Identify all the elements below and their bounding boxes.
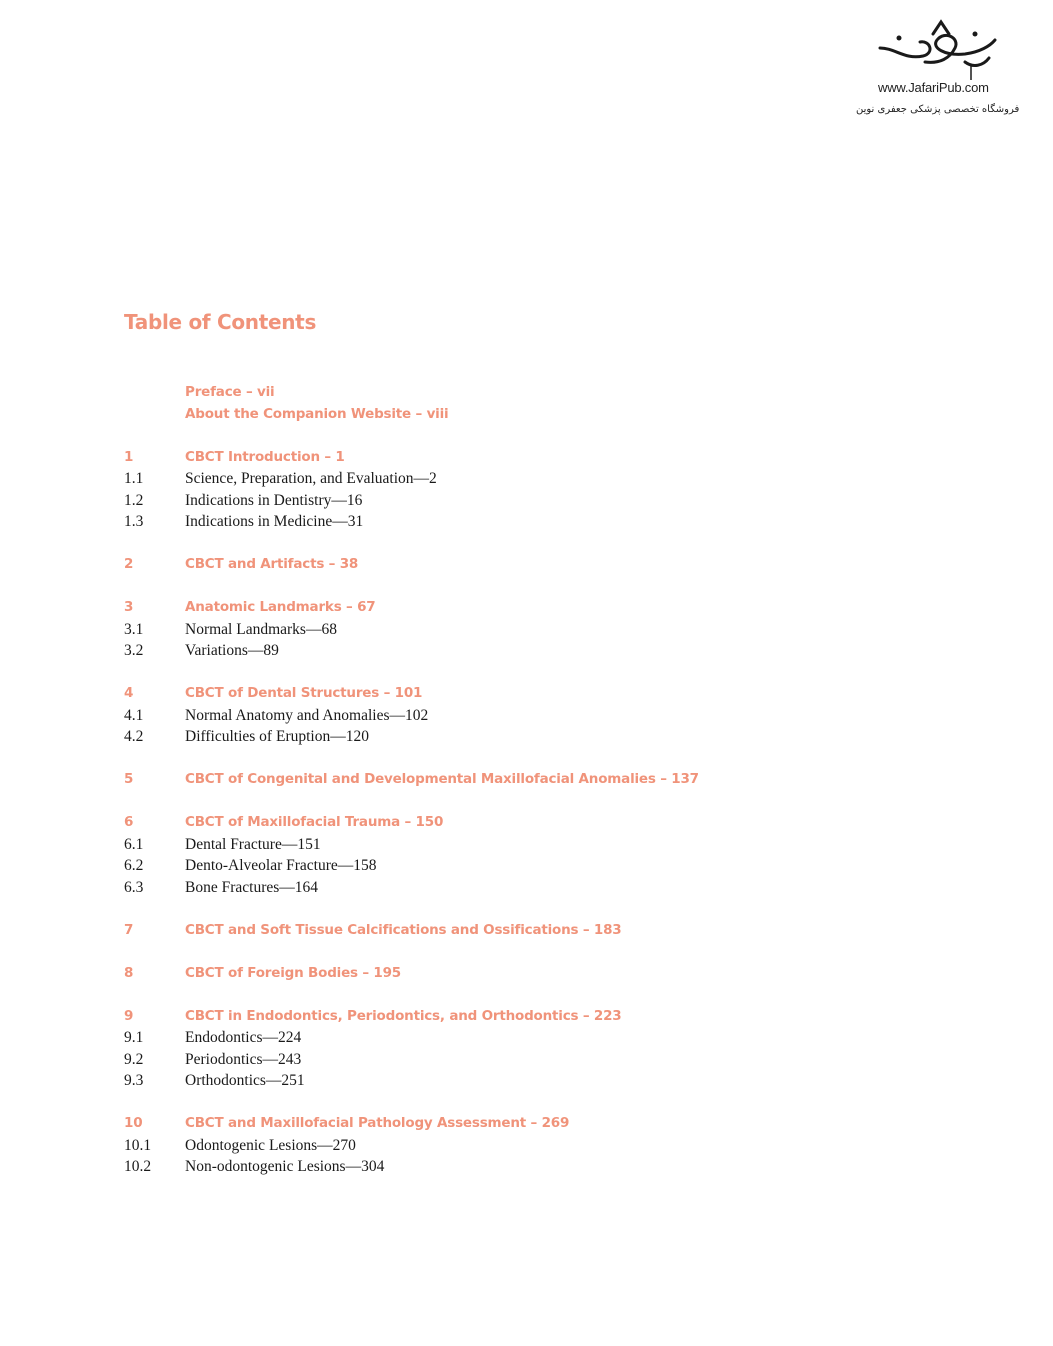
chapter-number: 2 [124,556,134,572]
section-title: Dental Fracture—151 [185,835,321,853]
chapter-title: CBCT and Artifacts – 38 [185,556,359,572]
spacer [124,898,924,920]
section-number: 6.2 [124,857,144,874]
publisher-website: www.JafariPub.com [878,80,989,95]
chapter-title: Preface – vii [185,384,275,400]
chapter-entry [124,447,924,469]
section-number: 9.3 [124,1072,144,1089]
section-title: Indications in Dentistry—16 [185,491,363,509]
section-number: 1.2 [124,491,144,509]
section-entry [124,468,924,490]
section-entry [124,1027,924,1049]
chapter-number: 1 [124,448,134,465]
chapter-number: 4 [124,685,134,701]
section-entry [124,1049,924,1071]
section-title: Variations—89 [185,642,279,659]
chapter-number: 3 [124,599,134,615]
section-title: Science, Preparation, and Evaluation—2 [185,470,437,487]
section-entry [124,1135,924,1157]
section-title: Orthodontics—251 [185,1072,305,1089]
chapter-entry [124,554,924,576]
spacer [124,662,924,684]
chapter-title: CBCT and Maxillofacial Pathology Assessment – 269 [185,1115,570,1131]
chapter-number: 10 [124,1115,143,1131]
spacer [124,941,924,963]
jafari-logo-icon [875,18,1000,80]
chapter-entry [124,963,924,985]
section-title: Normal Anatomy and Anomalies—102 [185,706,429,724]
table-of-contents [124,382,924,1178]
section-title: Difficulties of Eruption—120 [185,728,369,745]
chapter-number: 5 [124,771,134,787]
chapter-title: About the Companion Website – viii [185,405,449,422]
publisher-watermark [850,18,1025,128]
section-entry [124,490,924,512]
section-number: 9.1 [124,1029,144,1046]
section-title: Periodontics—243 [185,1050,302,1068]
chapter-entry [124,1113,924,1135]
section-title: Non-odontogenic Lesions—304 [185,1158,385,1175]
front-matter-entry [124,382,924,404]
spacer [124,984,924,1006]
chapter-title: Anatomic Landmarks – 67 [185,599,376,615]
chapter-entry [124,683,924,705]
section-number: 6.1 [124,835,144,853]
section-entry [124,619,924,641]
section-number: 10.2 [124,1158,152,1175]
spacer [124,576,924,598]
section-entry [124,640,924,662]
section-entry [124,855,924,877]
chapter-entry [124,597,924,619]
chapter-entry [124,812,924,834]
chapter-title: CBCT of Congenital and Developmental Maxillofacial Anomalies – 137 [185,771,699,787]
chapter-number: 6 [124,814,134,830]
page-title: Table of Contents [124,310,317,334]
section-title: Dento-Alveolar Fracture—158 [185,857,377,874]
front-matter-entry [124,404,924,426]
section-number: 1.1 [124,470,144,487]
chapter-title: CBCT in Endodontics, Periodontics, and Orthodontics – 223 [185,1007,622,1024]
section-entry [124,834,924,856]
section-title: Normal Landmarks—68 [185,620,337,638]
section-entry [124,511,924,533]
spacer [124,1092,924,1114]
section-number: 1.3 [124,513,144,530]
chapter-number: 9 [124,1007,134,1024]
section-entry [124,1070,924,1092]
spacer [124,748,924,770]
section-title: Endodontics—224 [185,1029,302,1046]
chapter-title: CBCT Introduction – 1 [185,448,345,465]
chapter-entry [124,920,924,942]
spacer [124,533,924,555]
chapter-entry [124,769,924,791]
section-number: 3.2 [124,642,144,659]
section-title: Odontogenic Lesions—270 [185,1136,356,1154]
chapter-title: CBCT and Soft Tissue Calcifications and Ossifications – 183 [185,921,622,938]
section-entry [124,1156,924,1178]
chapter-entry [124,1006,924,1028]
section-number: 3.1 [124,620,144,638]
chapter-number: 7 [124,921,134,938]
section-entry [124,705,924,727]
spacer [124,791,924,813]
section-number: 6.3 [124,878,144,896]
section-number: 10.1 [124,1136,152,1154]
chapter-title: CBCT of Foreign Bodies – 195 [185,964,402,981]
section-entry [124,877,924,899]
chapter-number: 8 [124,964,134,981]
chapter-title: CBCT of Dental Structures – 101 [185,685,423,701]
section-number: 4.1 [124,706,144,724]
chapter-title: CBCT of Maxillofacial Trauma – 150 [185,814,444,830]
publisher-store-name: فروشگاه تخصصی پزشکی جعفری نوین [856,104,1020,115]
section-number: 9.2 [124,1050,144,1068]
section-number: 4.2 [124,728,144,745]
section-title: Bone Fractures—164 [185,878,319,896]
section-entry [124,726,924,748]
spacer [124,425,924,447]
section-title: Indications in Medicine—31 [185,513,364,530]
